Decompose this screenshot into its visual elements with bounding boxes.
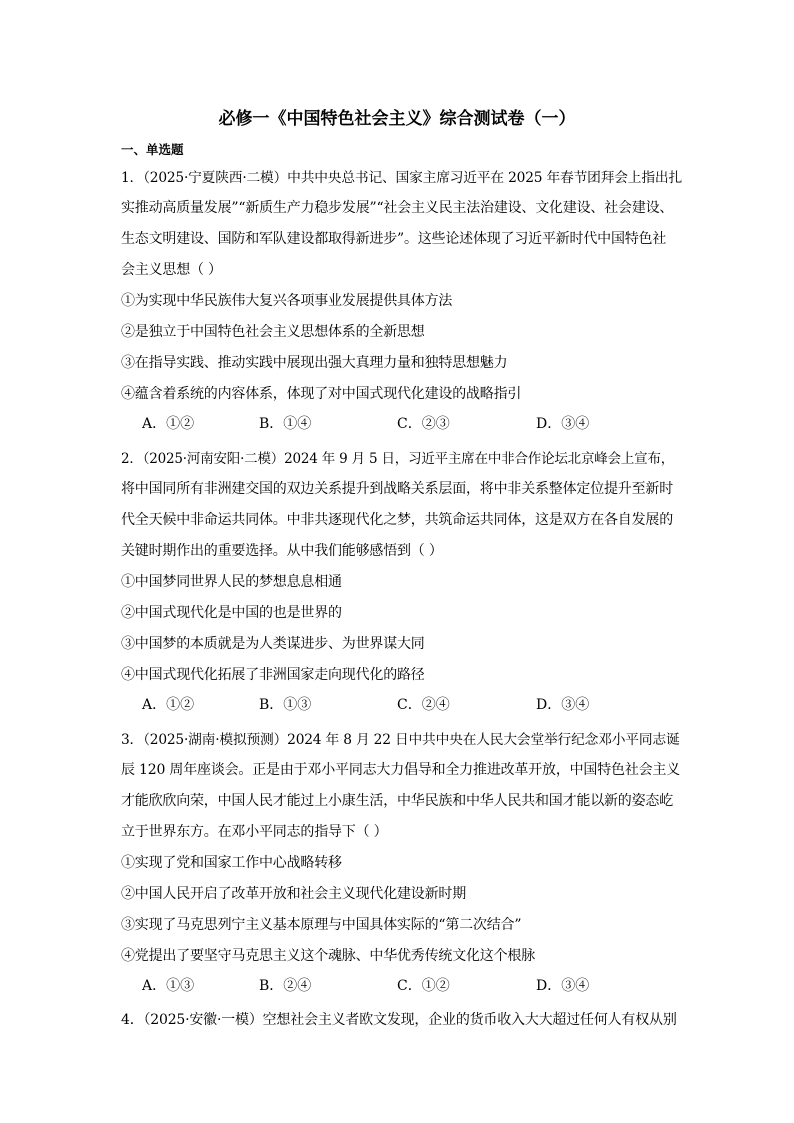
question-text: 立于世界东方。在邓小平同志的指导下（ ） <box>121 824 388 840</box>
option-c[interactable]: C．②④ <box>397 697 450 713</box>
statement-2: ②是独立于中国特色社会主义思想体系的全新思想 <box>121 324 425 340</box>
option-b[interactable]: B．②④ <box>259 978 312 994</box>
statement-4: ④蕴含着系统的内容体系，体现了对中国式现代化建设的战略指引 <box>121 386 522 402</box>
option-c[interactable]: C．①② <box>397 978 450 994</box>
option-a[interactable]: A．①③ <box>142 978 195 994</box>
option-d[interactable]: D．③④ <box>536 978 590 994</box>
question-text: 将中国同所有非洲建交国的双边关系提升到战略关系层面，将中非关系整体定位提升至新时 <box>121 481 673 497</box>
section-heading: 一、单选题 <box>121 142 184 157</box>
question-text: 生态文明建设、国防和军队建设都取得新进步”。这些论述体现了习近平新时代中国特色社 <box>121 231 667 247</box>
question-text: 关键时期作出的重要选择。从中我们能够感悟到（ ） <box>121 543 443 559</box>
statement-2: ②中国式现代化是中国的也是世界的 <box>121 605 342 621</box>
question-text: 4．（2025·安徽·一模）空想社会主义者欧文发现，企业的货币收入大大超过任何人有权从别 <box>121 1012 677 1028</box>
page-title: 必修一《中国特色社会主义》综合测试卷（一） <box>218 109 576 129</box>
option-a[interactable]: A．①② <box>142 697 195 713</box>
question-text: 会主义思想（ ） <box>121 262 222 278</box>
option-d[interactable]: D．③④ <box>536 416 590 432</box>
statement-3: ③实现了马克思列宁主义基本原理与中国具体实际的“第二次结合” <box>121 917 522 933</box>
option-b[interactable]: B．①④ <box>259 416 312 432</box>
option-a[interactable]: A．①② <box>142 416 195 432</box>
statement-1: ①实现了党和国家工作中心战略转移 <box>121 855 342 871</box>
question-text: 代全天候中非命运共同体。中非共逐现代化之梦，共筑命运共同体，这是双方在各自发展的 <box>121 512 673 528</box>
statement-4: ④党提出了要坚守马克思主义这个魂脉、中华优秀传统文化这个根脉 <box>121 948 535 964</box>
statement-3: ③中国梦的本质就是为人类谋进步、为世界谋大同 <box>121 636 425 652</box>
statement-1: ①中国梦同世界人民的梦想息息相通 <box>121 574 342 590</box>
statement-1: ①为实现中华民族伟大复兴各项事业发展提供具体方法 <box>121 293 453 309</box>
question-text: 2．（2025·河南安阳·二模）2024 年 9 月 5 日，习近平主席在中非合作论坛北京峰会上宣布， <box>121 451 675 467</box>
statement-2: ②中国人民开启了改革开放和社会主义现代化建设新时期 <box>121 886 466 902</box>
option-d[interactable]: D．③④ <box>536 697 590 713</box>
question-text: 3．（2025·湖南·模拟预测）2024 年 8 月 22 日中共中央在人民大会堂举行纪念邓小平同志诞 <box>121 732 680 748</box>
question-text: 辰 120 周年座谈会。正是由于邓小平同志大力倡导和全力推进改革开放，中国特色社会主义 <box>121 762 681 778</box>
statement-4: ④中国式现代化拓展了非洲国家走向现代化的路径 <box>121 667 425 683</box>
question-text: 实推动高质量发展”“新质生产力稳步发展”“社会主义民主法治建设、文化建设、社会建设、 <box>121 200 674 216</box>
option-b[interactable]: B．①③ <box>259 697 312 713</box>
option-c[interactable]: C．②③ <box>397 416 450 432</box>
question-text: 1．（2025·宁夏陕西·二模）中共中央总书记、国家主席习近平在 2025 年春节团拜会上指出扎 <box>121 170 682 186</box>
question-text: 才能欣欣向荣，中国人民才能过上小康生活，中华民族和中华人民共和国才能以新的姿态屹 <box>121 793 673 809</box>
statement-3: ③在指导实践、推动实践中展现出强大真理力量和独特思想魅力 <box>121 355 508 371</box>
